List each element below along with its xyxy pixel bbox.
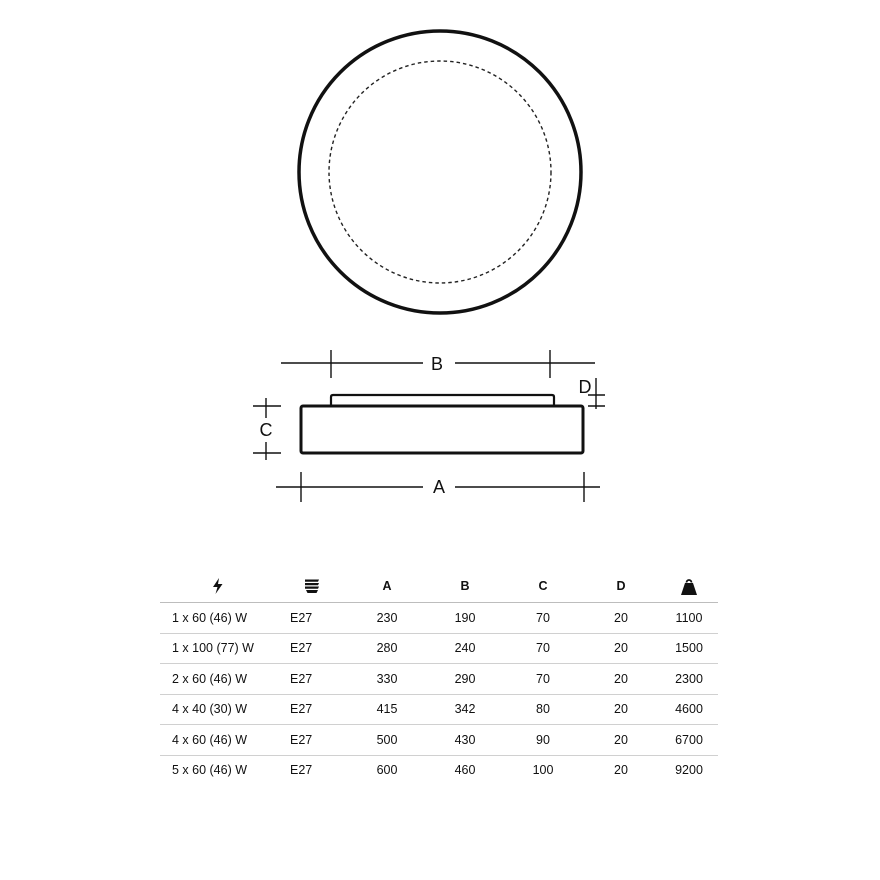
cell-b: 430 <box>426 725 504 756</box>
cell-weight: 1100 <box>660 603 718 634</box>
cell-b: 460 <box>454 763 476 778</box>
cell-c: 100 <box>532 763 554 778</box>
header-c: C <box>504 570 582 603</box>
cell-socket: E27 <box>276 633 348 664</box>
lamp-socket-icon <box>304 578 320 594</box>
cell-power: 1 x 60 (46) W <box>160 603 276 634</box>
header-a: A <box>348 570 426 603</box>
cell-a: 415 <box>348 694 426 725</box>
dimension-label-b: B <box>430 354 444 374</box>
specification-table <box>160 570 718 785</box>
cell-d: 20 <box>582 694 660 725</box>
lightning-bolt-icon <box>212 578 224 594</box>
cell-c: 70 <box>504 664 582 695</box>
table-row <box>160 755 718 785</box>
header-weight <box>660 570 718 603</box>
cell-d: 20 <box>582 664 660 695</box>
header-d: D <box>582 570 660 603</box>
cell-a: 280 <box>348 633 426 664</box>
cell-socket: E27 <box>276 694 348 725</box>
header-b: B <box>426 570 504 603</box>
fixture-diffuser <box>331 395 554 406</box>
cell-c: 80 <box>504 694 582 725</box>
cell-socket: E27 <box>290 763 313 778</box>
cell-weight: 1500 <box>660 633 718 664</box>
cell-c: 70 <box>504 603 582 634</box>
table-row <box>160 664 718 695</box>
cell-b: 342 <box>426 694 504 725</box>
cell-b: 190 <box>426 603 504 634</box>
dimension-label-d: D <box>578 377 592 397</box>
dimension-label-c: C <box>259 420 273 440</box>
top-view <box>299 31 581 313</box>
cell-a: 330 <box>348 664 426 695</box>
table-header-row <box>160 570 718 603</box>
cell-d: 20 <box>582 603 660 634</box>
cell-power: 5 x 60 (46) W <box>172 763 248 778</box>
cell-socket: E27 <box>276 725 348 756</box>
cell-b: 240 <box>426 633 504 664</box>
outer-circle <box>299 31 581 313</box>
cell-weight: 4600 <box>660 694 718 725</box>
cell-power: 4 x 60 (46) W <box>160 725 276 756</box>
header-power <box>160 570 276 603</box>
cell-a: 230 <box>348 603 426 634</box>
cell-c: 90 <box>504 725 582 756</box>
table-row <box>160 725 718 756</box>
cell-d: 20 <box>582 725 660 756</box>
cell-c: 70 <box>504 633 582 664</box>
cell-a: 500 <box>348 725 426 756</box>
cell-power: 1 x 100 (77) W <box>160 633 276 664</box>
cell-weight: 6700 <box>660 725 718 756</box>
cell-power: 4 x 40 (30) W <box>160 694 276 725</box>
cell-a: 600 <box>376 763 398 778</box>
dimension-label-a: A <box>432 477 446 497</box>
cell-b: 290 <box>426 664 504 695</box>
table-row <box>160 633 718 664</box>
cell-d: 20 <box>614 763 628 778</box>
table-row <box>160 603 718 634</box>
table-row <box>160 694 718 725</box>
cell-socket: E27 <box>276 603 348 634</box>
cell-power: 2 x 60 (46) W <box>160 664 276 695</box>
fixture-body <box>301 406 583 453</box>
cell-weight: 9200 <box>675 763 703 778</box>
cell-socket: E27 <box>276 664 348 695</box>
cell-d: 20 <box>582 633 660 664</box>
side-view <box>301 395 583 453</box>
header-socket <box>276 570 348 603</box>
inner-dashed-circle <box>329 61 551 283</box>
cell-weight: 2300 <box>660 664 718 695</box>
weight-icon <box>680 578 698 595</box>
